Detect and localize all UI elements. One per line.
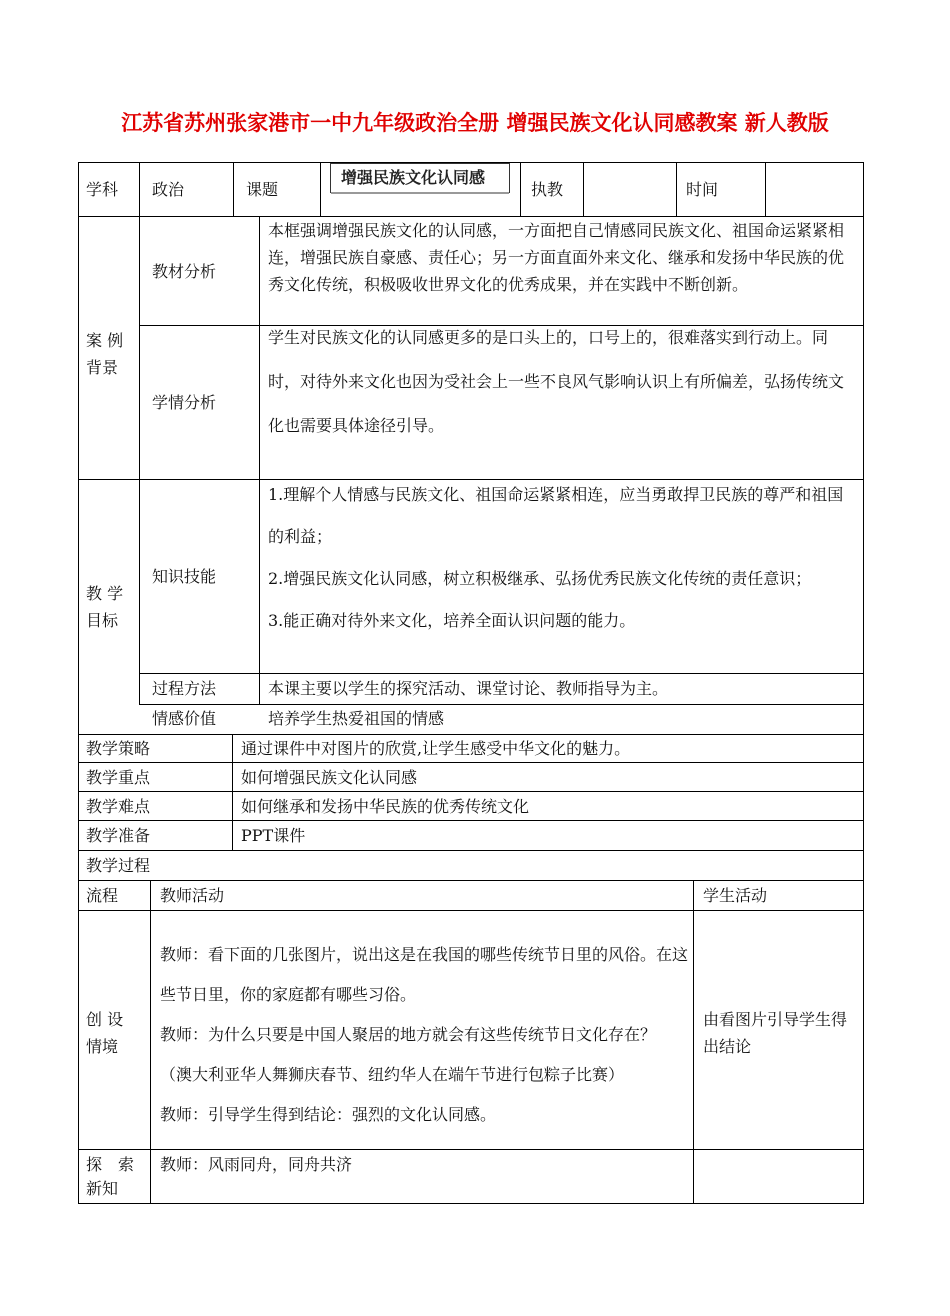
process-row-student: 由看图片引导学生得出结论 [703, 1010, 848, 1056]
difficulty-text: 如何继承和发扬中华民族的优秀传统文化 [241, 797, 530, 816]
time-label: 时间 [686, 180, 719, 199]
case-background-label: 案 例 背景 [86, 331, 124, 377]
teacher-activity-column-header: 教师活动 [160, 886, 225, 905]
process-row-teacher-text: 教师：看下面的几张图片，说出这是在我国的哪些传统节日里的风俗。在这些节日里，你的家庭都有哪些习俗。 教师：为什么只要是中国人聚居的地方就会有这些传统节日文化存在？ （澳大利亚华人舞狮庆春节、纽约华人在端午节进行包粽子比赛） 教师：引导学生得到结论：强烈的文化认同感。 [160, 945, 689, 1124]
subject-label: 学科 [86, 180, 119, 199]
strategy-text: 通过课件中对图片的欣赏,让学生感受中华文化的魅力。 [241, 739, 631, 758]
material-analysis-label: 教材分析 [152, 262, 217, 281]
subject-value: 政治 [152, 180, 185, 199]
key-point-label: 教学重点 [86, 768, 151, 787]
strategy-label: 教学策略 [86, 739, 151, 758]
student-analysis-label: 学情分析 [152, 393, 217, 412]
teacher-label: 执教 [531, 180, 564, 199]
document-title: 江苏省苏州张家港市一中九年级政治全册 增强民族文化认同感教案 新人教版 [121, 111, 829, 135]
topic-value: 增强民族文化认同感 [330, 163, 510, 193]
material-analysis-text: 本框强调增强民族文化的认同感，一方面把自己情感同民族文化、祖国命运紧紧相连，增强民族自豪感、责任心；另一方面直面外来文化、继承和发扬中华民族的优秀文化传统，积极吸收世界文化的优秀成果，并在实践中不断创新。 [268, 221, 845, 294]
preparation-text: PPT课件 [241, 826, 306, 845]
process-row-flow: 探 索 新知 [86, 1155, 135, 1198]
teaching-process-label: 教学过程 [86, 856, 151, 875]
emotion-value-text: 培养学生热爱祖国的情感 [268, 709, 445, 728]
teaching-goals-label: 教 学 目标 [86, 584, 124, 630]
flow-column-header: 流程 [86, 886, 119, 905]
preparation-label: 教学准备 [86, 826, 151, 845]
knowledge-skills-label: 知识技能 [152, 567, 217, 586]
student-activity-column-header: 学生活动 [703, 886, 768, 905]
process-row-flow: 创 设 情境 [86, 1010, 124, 1056]
student-analysis-text: 学生对民族文化的认同感更多的是口头上的，口号上的，很难落实到行动上。同时，对待外来文化也因为受社会上一些不良风气影响认识上有所偏差，弘扬传统文化也需要具体途径引导。 [268, 328, 845, 435]
difficulty-label: 教学难点 [86, 797, 151, 816]
process-method-label: 过程方法 [152, 679, 217, 698]
key-point-text: 如何增强民族文化认同感 [241, 768, 418, 787]
process-method-text: 本课主要以学生的探究活动、课堂讨论、教师指导为主。 [268, 679, 669, 698]
process-row-teacher: 教师：风雨同舟，同舟共济 [160, 1155, 353, 1174]
knowledge-skills-text: 1.理解个人情感与民族文化、祖国命运紧紧相连，应当勇敢捍卫民族的尊严和祖国的利益； 2.增强民族文化认同感，树立积极继承、弘扬优秀民族文化传统的责任意识； 3.能正确对待外来文化，培养全面认识问题的能力。 [268, 485, 844, 630]
process-row-teacher [160, 908, 688, 1162]
emotion-value-label: 情感价值 [152, 709, 217, 728]
topic-label: 课题 [246, 180, 279, 199]
